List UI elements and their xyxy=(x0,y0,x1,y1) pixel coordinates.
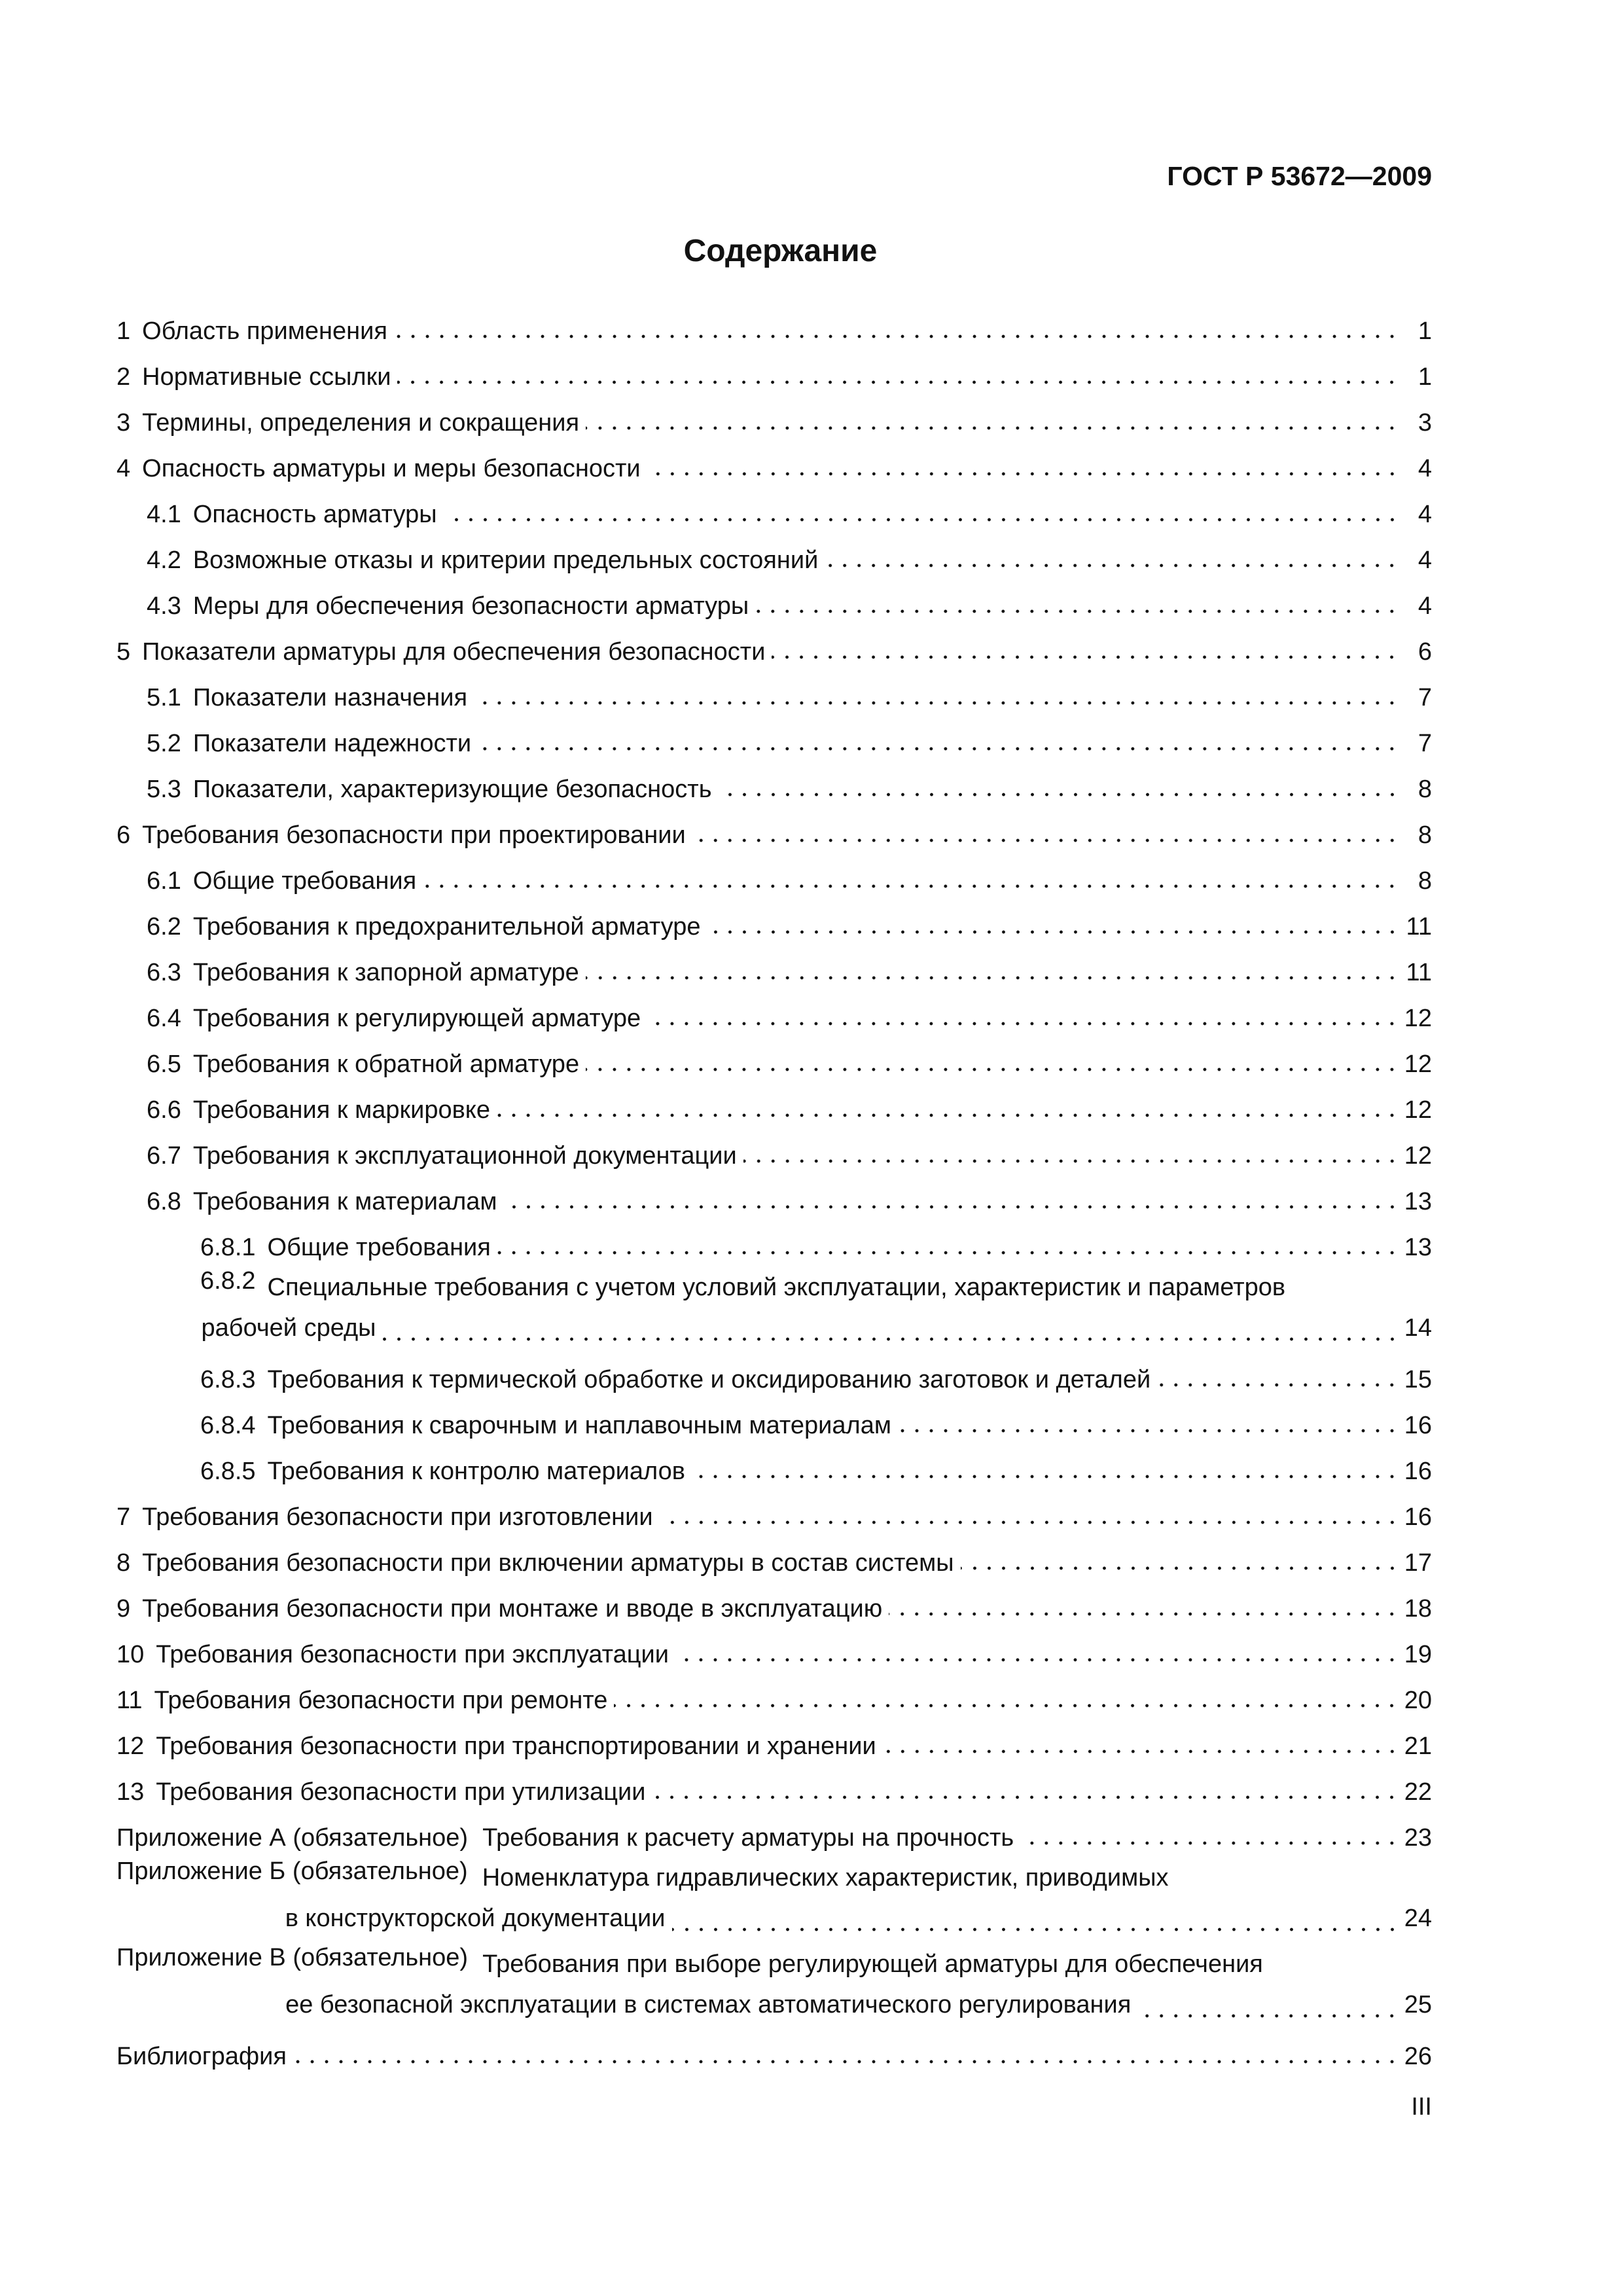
toc-entry-page: 24 xyxy=(1404,1905,1432,1932)
page-title: Содержание xyxy=(683,234,878,268)
toc-entry[interactable] xyxy=(116,712,1432,758)
dot-leader xyxy=(497,1112,1399,1119)
toc-entry-number: 11 xyxy=(116,1687,143,1714)
dot-leader xyxy=(397,379,1399,386)
dot-leader xyxy=(672,1926,1400,1933)
toc-entry-number: 10 xyxy=(116,1641,145,1668)
toc-entry-number: 5 xyxy=(116,638,131,666)
toc-entry-title: Требования безопасности при эксплуатации xyxy=(156,1641,669,1668)
dot-leader xyxy=(383,1336,1400,1342)
toc-entry-page: 15 xyxy=(1404,1366,1432,1393)
toc-entry-title: Требования к сварочным и наплавочным материалам xyxy=(267,1412,891,1439)
toc-entry-title: Требования к предохранительной арматуре xyxy=(192,913,701,941)
toc-entry[interactable] xyxy=(116,391,1432,437)
toc-entry-number: 6.1 xyxy=(147,867,181,895)
toc-entry-page: 12 xyxy=(1404,1050,1432,1078)
toc-entry-title: Требования к контролю материалов xyxy=(267,1458,685,1485)
dot-leader xyxy=(719,791,1399,798)
dot-leader xyxy=(1157,1382,1399,1388)
toc-entry-page: 16 xyxy=(1404,1458,1432,1485)
toc-entry[interactable] xyxy=(116,1669,1432,1715)
toc-entry-number: 6.2 xyxy=(147,913,181,941)
dot-leader xyxy=(1137,2013,1399,2019)
toc-entry-page: 14 xyxy=(1404,1314,1432,1342)
toc-entry-title: Требования к термической обработке и оксидированию заготовок и деталей xyxy=(267,1366,1151,1393)
toc-entry-number: 4.2 xyxy=(147,547,181,574)
toc-entry-page: 4 xyxy=(1418,547,1432,574)
toc-entry-page: 12 xyxy=(1404,1096,1432,1124)
toc-entry-continuation xyxy=(201,1308,1432,1348)
toc-entry-title: Показатели арматуры для обеспечения безопасности xyxy=(142,638,766,666)
toc-entry-page: 25 xyxy=(1404,1991,1432,2018)
dot-leader xyxy=(961,1565,1399,1571)
toc-entry[interactable] xyxy=(116,1440,1432,1486)
toc-entry-number: 6.4 xyxy=(147,1005,181,1032)
toc-entry-number: 5.1 xyxy=(147,684,181,711)
toc-entry-page: 13 xyxy=(1404,1234,1432,1261)
toc-entry[interactable] xyxy=(116,1079,1432,1124)
toc-entry-title: Специальные требования с учетом условий эксплуатации, характеристик и параметров xyxy=(267,1274,1286,1301)
toc-entry-number: 6.8.5 xyxy=(200,1458,256,1485)
dot-leader xyxy=(743,1158,1399,1164)
toc-entry-title: Термины, определения и сокращения xyxy=(142,409,580,437)
toc-annex-entry[interactable] xyxy=(116,1852,1432,1939)
toc-entry-number: 6.3 xyxy=(147,959,181,986)
annex-prefix: Приложение Б (обязательное) xyxy=(116,1857,468,1885)
toc-entry-page: 7 xyxy=(1418,730,1432,757)
toc-entry-page: 20 xyxy=(1404,1687,1432,1714)
toc-entry[interactable] xyxy=(116,1124,1432,1170)
dot-leader xyxy=(652,1794,1399,1801)
toc-entry-page: 26 xyxy=(1404,2043,1432,2070)
dot-leader xyxy=(586,975,1399,981)
dot-leader xyxy=(504,1204,1399,1210)
toc-entry-number: 6.6 xyxy=(147,1096,181,1124)
toc-entry-page: 1 xyxy=(1418,363,1432,391)
toc-entry-title: Опасность арматуры xyxy=(192,501,437,528)
toc-entry-page: 23 xyxy=(1404,1824,1432,1852)
toc-bibliography-entry[interactable] xyxy=(116,2025,1432,2071)
toc-entry[interactable] xyxy=(116,620,1432,666)
dot-leader xyxy=(675,1657,1399,1663)
dot-leader xyxy=(478,745,1399,752)
dot-leader xyxy=(1020,1840,1399,1846)
toc-entry-page: 11 xyxy=(1406,959,1432,986)
toc-entry[interactable] xyxy=(116,1532,1432,1577)
toc-entry-page: 11 xyxy=(1406,913,1432,941)
toc-entry-number: 4.1 xyxy=(147,501,181,528)
dot-leader xyxy=(647,471,1399,477)
toc-entry[interactable] xyxy=(116,437,1432,483)
toc-entry[interactable] xyxy=(116,1348,1432,1394)
annex-continuation xyxy=(285,1984,1432,2025)
toc-entry-page: 21 xyxy=(1404,1732,1432,1760)
toc-entry-number: 4.3 xyxy=(147,592,181,620)
toc-entry-page: 4 xyxy=(1418,455,1432,482)
toc-entry-page: 8 xyxy=(1418,776,1432,803)
toc-entry[interactable] xyxy=(116,1170,1432,1216)
toc-entry[interactable] xyxy=(116,758,1432,804)
toc-entry-number: 1 xyxy=(116,317,131,345)
toc-entry-number: 6.8.1 xyxy=(200,1234,256,1261)
dot-leader xyxy=(755,608,1399,615)
toc-entry-title: Требования безопасности при ремонте xyxy=(154,1687,608,1714)
dot-leader xyxy=(614,1702,1399,1709)
annex-title: Номенклатура гидравлических характеристик, приводимых xyxy=(482,1864,1169,1892)
dot-leader xyxy=(423,883,1399,889)
toc-entry[interactable] xyxy=(116,1033,1432,1079)
document-code: ГОСТ Р 53672—2009 xyxy=(1167,161,1432,191)
toc-entry-title: Требования к регулирующей арматуре xyxy=(192,1005,641,1032)
toc-entry-page: 16 xyxy=(1404,1412,1432,1439)
toc-entry[interactable] xyxy=(116,300,1432,346)
toc-entry-title: Требования к обратной арматуре xyxy=(192,1050,580,1078)
toc-entry[interactable] xyxy=(116,529,1432,575)
dot-leader xyxy=(474,700,1399,706)
toc-entry[interactable] xyxy=(116,804,1432,850)
dot-leader xyxy=(898,1427,1399,1434)
toc-entry[interactable] xyxy=(116,666,1432,712)
toc-entry-title: Общие требования xyxy=(267,1234,491,1261)
dot-leader xyxy=(772,654,1399,660)
toc-entry-page: 22 xyxy=(1404,1778,1432,1806)
toc-entry-title: Возможные отказы и критерии предельных состояний xyxy=(192,547,819,574)
toc-entry-title: Требования безопасности при проектировании xyxy=(142,821,686,849)
toc-entry-page: 8 xyxy=(1418,821,1432,849)
toc-entry-title: Меры для обеспечения безопасности арматуры xyxy=(192,592,749,620)
toc-entry-number: 6.8.3 xyxy=(200,1366,256,1393)
toc-entry-number: 5.2 xyxy=(147,730,181,757)
annex-continuation xyxy=(285,1898,1432,1939)
toc-entry-title: Опасность арматуры и меры безопасности xyxy=(142,455,641,482)
toc-annex-entry[interactable] xyxy=(116,1806,1432,1852)
toc-entry-page: 4 xyxy=(1418,501,1432,528)
toc-entry-page: 6 xyxy=(1418,638,1432,666)
toc-entry-title: Показатели надежности xyxy=(192,730,472,757)
toc-entry[interactable] xyxy=(116,941,1432,987)
annex-title: Требования при выборе регулирующей арматуры для обеспечения xyxy=(482,1950,1263,1978)
toc-entry-page: 13 xyxy=(1404,1188,1432,1215)
toc-entry-title: Требования к материалам xyxy=(192,1188,497,1215)
toc-entry-page: 7 xyxy=(1418,684,1432,711)
dot-leader xyxy=(707,929,1399,935)
toc-entry-number: 9 xyxy=(116,1595,131,1623)
dot-leader xyxy=(660,1519,1399,1526)
toc-entry[interactable] xyxy=(116,850,1432,895)
toc-entry[interactable] xyxy=(116,346,1432,391)
toc-entry-number: 6.8.2 xyxy=(200,1267,256,1295)
toc-entry-number: 6.8.4 xyxy=(200,1412,256,1439)
table-of-contents xyxy=(116,300,1432,2071)
toc-entry-title: Нормативные ссылки xyxy=(142,363,391,391)
toc-entry-title: Требования к эксплуатационной документации xyxy=(192,1142,737,1170)
toc-entry[interactable] xyxy=(116,575,1432,620)
toc-entry-page: 12 xyxy=(1404,1142,1432,1170)
toc-entry[interactable] xyxy=(116,1761,1432,1806)
toc-entry-number: 6.8 xyxy=(147,1188,181,1215)
toc-entry-page: 17 xyxy=(1404,1549,1432,1577)
annex-prefix: Приложение В (обязательное) xyxy=(116,1944,469,1971)
toc-entry-page: 3 xyxy=(1418,409,1432,437)
bibliography-title: Библиография xyxy=(116,2043,287,2070)
toc-entry-page: 4 xyxy=(1418,592,1432,620)
toc-entry-title: Общие требования xyxy=(192,867,417,895)
toc-entry-number: 5.3 xyxy=(147,776,181,803)
dot-leader xyxy=(883,1748,1399,1755)
toc-entry-page: 19 xyxy=(1404,1641,1432,1668)
dot-leader xyxy=(394,333,1399,340)
toc-entry-title: Требования безопасности при изготовлении xyxy=(142,1503,653,1531)
toc-entry-title: Область применения xyxy=(142,317,387,345)
toc-entry-number: 13 xyxy=(116,1778,145,1806)
toc-entry-title: Требования безопасности при монтаже и вводе в эксплуатацию xyxy=(142,1595,883,1623)
toc-entry-title: Требования к запорной арматуре xyxy=(192,959,579,986)
annex-title: Требования к расчету арматуры на прочность xyxy=(482,1824,1014,1852)
toc-entry-number: 3 xyxy=(116,409,131,437)
toc-entry[interactable] xyxy=(116,1394,1432,1440)
toc-entry-title: Требования безопасности при транспортировании и хранении xyxy=(156,1732,876,1760)
dot-leader xyxy=(889,1611,1399,1617)
dot-leader xyxy=(444,516,1399,523)
toc-entry-number: 6 xyxy=(116,821,131,849)
toc-entry[interactable] xyxy=(116,1715,1432,1761)
toc-entry-number: 6.5 xyxy=(147,1050,181,1078)
toc-entry[interactable] xyxy=(116,987,1432,1033)
annex-title-continuation: в конструкторской документации xyxy=(285,1905,666,1932)
toc-entry-title: Требования безопасности при включении арматуры в состав системы xyxy=(142,1549,954,1577)
toc-entry-title: Требования безопасности при утилизации xyxy=(156,1778,646,1806)
toc-entry-title: Показатели назначения xyxy=(192,684,468,711)
toc-entry[interactable] xyxy=(116,895,1432,941)
toc-entry-number: 6.7 xyxy=(147,1142,181,1170)
dot-leader xyxy=(647,1020,1399,1027)
dot-leader xyxy=(497,1249,1399,1256)
toc-entry-page: 18 xyxy=(1404,1595,1432,1623)
toc-entry-title: Требования к маркировке xyxy=(192,1096,490,1124)
toc-entry[interactable] xyxy=(116,483,1432,529)
dot-leader xyxy=(293,2058,1399,2065)
dot-leader xyxy=(586,1066,1399,1073)
toc-entry-number: 7 xyxy=(116,1503,131,1531)
dot-leader xyxy=(692,1473,1399,1480)
dot-leader xyxy=(692,837,1399,844)
toc-entry-number: 4 xyxy=(116,455,131,482)
toc-entry[interactable] xyxy=(116,1623,1432,1669)
toc-entry-number: 8 xyxy=(116,1549,131,1577)
toc-entry[interactable] xyxy=(116,1262,1432,1348)
toc-entry-number: 2 xyxy=(116,363,131,391)
annex-title-continuation: ее безопасной эксплуатации в системах автоматического регулирования xyxy=(285,1991,1132,2018)
toc-entry-title: Показатели, характеризующие безопасность xyxy=(192,776,712,803)
page-number: III xyxy=(1411,2093,1432,2121)
dot-leader xyxy=(586,425,1399,431)
toc-entry-page: 16 xyxy=(1404,1503,1432,1531)
toc-entry-page: 1 xyxy=(1418,317,1432,345)
toc-entry[interactable] xyxy=(116,1577,1432,1623)
toc-entry-number: 12 xyxy=(116,1732,145,1760)
toc-entry-page: 12 xyxy=(1404,1005,1432,1032)
toc-entry-page: 8 xyxy=(1418,867,1432,895)
toc-annex-entry[interactable] xyxy=(116,1939,1432,2025)
toc-entry[interactable] xyxy=(116,1486,1432,1532)
annex-prefix: Приложение А (обязательное) xyxy=(116,1824,469,1852)
toc-entry-title-continuation: рабочей среды xyxy=(201,1314,376,1342)
toc-entry[interactable] xyxy=(116,1216,1432,1262)
dot-leader xyxy=(825,562,1399,569)
